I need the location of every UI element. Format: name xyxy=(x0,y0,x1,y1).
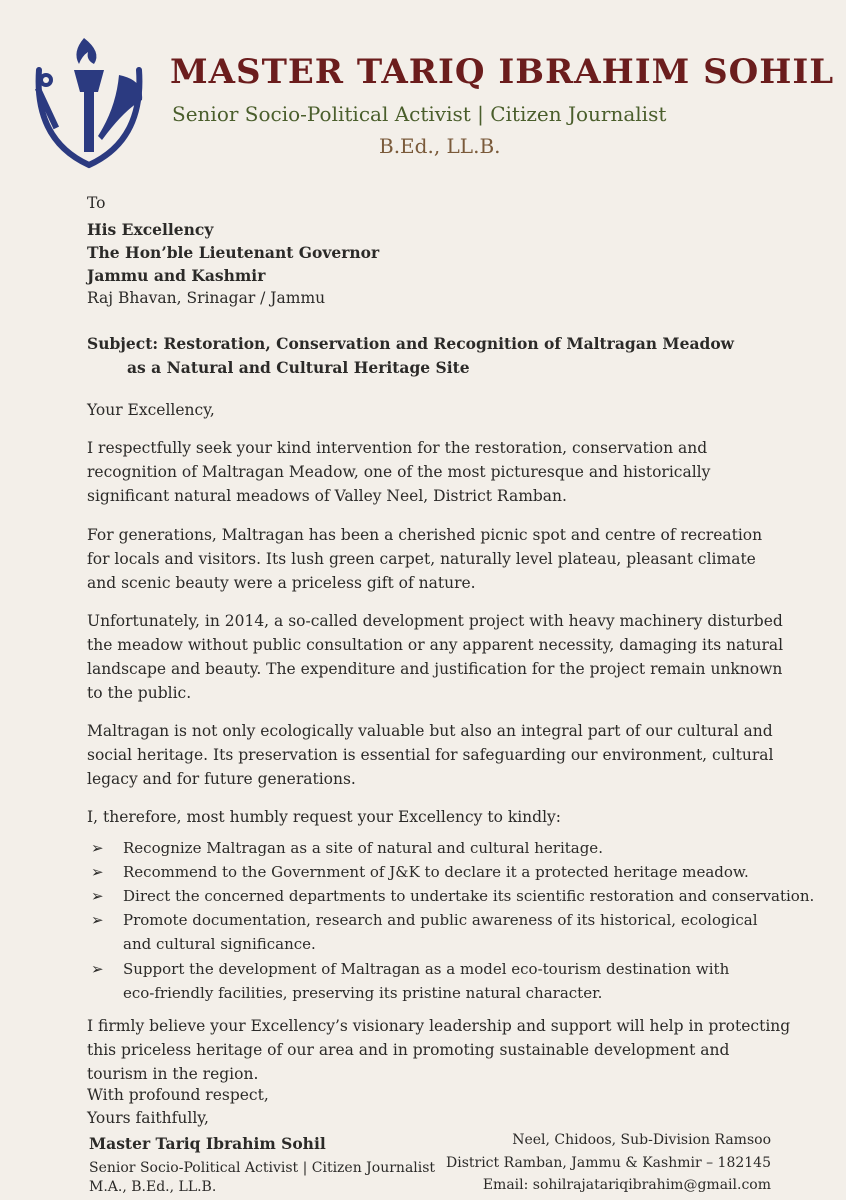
address-line: His Excellency xyxy=(87,220,214,239)
address-place: Raj Bhavan, Srinagar / Jammu xyxy=(87,289,326,307)
request-text: Support the development of Maltragan as a model eco-tourism destination with xyxy=(123,960,730,978)
closing-paragraph xyxy=(87,1014,791,1086)
signature-name: Master Tariq Ibrahim Sohil xyxy=(89,1134,326,1153)
paragraph-line: recognition of Maltragan Meadow, one of the most picturesque and historically xyxy=(87,463,711,481)
paragraph-line: and scenic beauty were a priceless gift of nature. xyxy=(87,574,476,592)
request-text: Recognize Maltragan as a site of natural and cultural heritage. xyxy=(123,839,603,857)
paragraph-line: legacy and for future generations. xyxy=(87,770,356,788)
request-text: and cultural significance. xyxy=(123,935,316,953)
address-line: The Hon’ble Lieutenant Governor xyxy=(87,243,380,262)
arrow-bullet-icon: ➢ xyxy=(91,839,104,857)
request-item xyxy=(91,957,729,1005)
closing-respect: With profound respect, xyxy=(87,1086,269,1104)
paragraph-line: I firmly believe your Excellency’s visionary leadership and support will help in protecting xyxy=(87,1017,791,1035)
paragraph xyxy=(87,436,777,508)
subject-line-2: as a Natural and Cultural Heritage Site xyxy=(127,358,470,377)
request-text: eco-friendly facilities, preserving its pristine natural character. xyxy=(123,984,603,1002)
paragraph-line: for locals and visitors. Its lush green carpet, naturally level plateau, pleasant climate xyxy=(87,550,756,568)
torch-pen-shield-icon xyxy=(24,30,154,170)
paragraph xyxy=(87,609,784,705)
contact-email[interactable]: Email: sohilrajatariqibrahim@gmail.com xyxy=(482,1177,771,1193)
paragraph-line: the meadow without public consultation or any apparent necessity, damaging its natural xyxy=(87,636,784,654)
request-item xyxy=(91,908,758,956)
arrow-bullet-icon: ➢ xyxy=(91,911,104,929)
paragraph-line: tourism in the region. xyxy=(87,1065,259,1083)
paragraph-line: significant natural meadows of Valley Neel, District Ramban. xyxy=(87,487,567,505)
request-text: Promote documentation, research and public awareness of its historical, ecological xyxy=(123,911,758,929)
request-intro: I, therefore, most humbly request your Excellency to kindly: xyxy=(87,808,562,826)
request-item xyxy=(91,884,814,908)
signature-role: Senior Socio-Political Activist | Citizen Journalist xyxy=(89,1160,436,1176)
subject-line-1: Subject: Restoration, Conservation and Recognition of Maltragan Meadow xyxy=(87,334,735,353)
arrow-bullet-icon: ➢ xyxy=(91,887,104,905)
address-to: To xyxy=(87,194,106,212)
address-line: Jammu and Kashmir xyxy=(87,266,266,285)
address-block xyxy=(87,218,379,287)
paragraph-line: For generations, Maltragan has been a cherished picnic spot and centre of recreation xyxy=(87,526,763,544)
paragraph xyxy=(87,523,777,595)
letterhead-degrees: B.Ed., LL.B. xyxy=(379,134,501,158)
paragraph-line: landscape and beauty. The expenditure and justification for the project remain unknown xyxy=(87,660,783,678)
paragraph-line: social heritage. Its preservation is essential for safeguarding our environment, cultural xyxy=(87,746,774,764)
arrow-bullet-icon: ➢ xyxy=(91,863,104,881)
letterhead-role: Senior Socio-Political Activist | Citizen Journalist xyxy=(172,102,667,126)
paragraph-line: Unfortunately, in 2014, a so-called development project with heavy machinery disturbed xyxy=(87,612,783,630)
arrow-bullet-icon: ➢ xyxy=(91,960,104,978)
paragraph-line: this priceless heritage of our area and in promoting sustainable development and xyxy=(87,1041,730,1059)
request-item xyxy=(91,836,603,860)
paragraph xyxy=(87,719,777,791)
paragraph-line: Maltragan is not only ecologically valuable but also an integral part of our cultural and xyxy=(87,722,773,740)
request-item xyxy=(91,860,749,884)
letterhead-name: MASTER TARIQ IBRAHIM SOHIL xyxy=(170,52,835,92)
contact-line-1: Neel, Chidoos, Sub-Division Ramsoo xyxy=(512,1132,771,1148)
closing-faithfully: Yours faithfully, xyxy=(87,1109,209,1127)
request-text: Direct the concerned departments to undertake its scientific restoration and conservation. xyxy=(123,887,815,905)
contact-line-2: District Ramban, Jammu & Kashmir – 182145 xyxy=(446,1155,771,1171)
paragraph-line: to the public. xyxy=(87,684,192,702)
signature-degrees: M.A., B.Ed., LL.B. xyxy=(89,1179,217,1195)
salutation: Your Excellency, xyxy=(87,401,215,419)
paragraph-line: I respectfully seek your kind intervention for the restoration, conservation and xyxy=(87,439,708,457)
request-text: Recommend to the Government of J&K to declare it a protected heritage meadow. xyxy=(123,863,749,881)
